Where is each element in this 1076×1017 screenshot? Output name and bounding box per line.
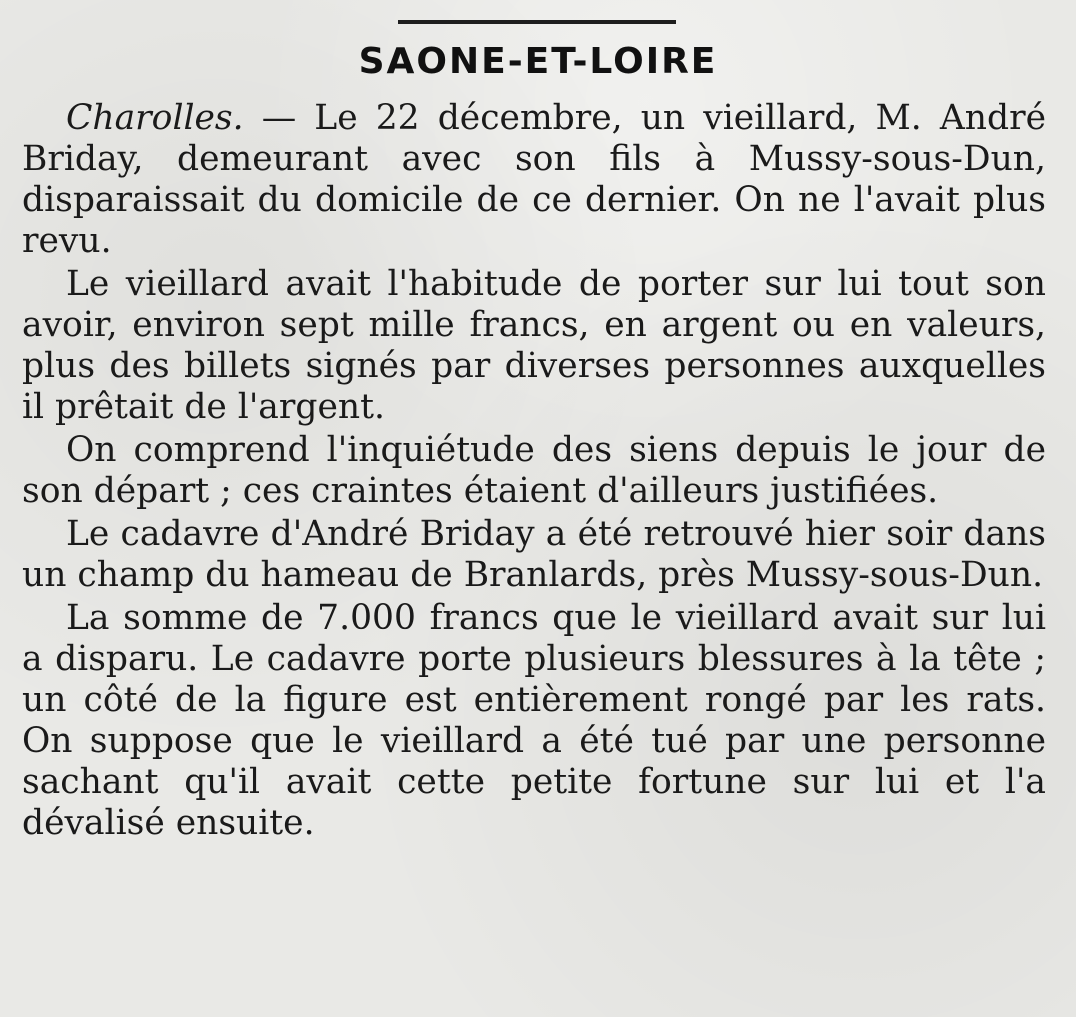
dateline-place: Charolles.	[66, 98, 244, 138]
article-paragraph-5	[22, 598, 1046, 844]
article-paragraph-3	[22, 430, 1046, 512]
paragraph-text: — Le 22 décembre, un vieillard, M. André Briday, demeurant avec son fils à Mussy-sous-Dun, disparaissait du domicile de ce dernier. On ne l'avait plus revu.	[22, 98, 1046, 261]
article-paragraph-4	[22, 514, 1046, 596]
top-rule	[398, 20, 676, 24]
article-paragraph-1	[22, 98, 1046, 262]
section-heading: SAONE-ET-LOIRE	[358, 41, 718, 82]
paragraph-text: Le vieillard avait l'habitude de porter sur lui tout son avoir, environ sept mille francs, en argent ou en valeurs, plus des billets signés par diverses personnes auxquelles il prêtait de l'argent.	[22, 264, 1046, 427]
paragraph-text: La somme de 7.000 francs que le vieillard avait sur lui a disparu. Le cadavre porte plusieurs blessures à la tête ; un côté de la figure est entièrement rongé par les rats. On suppose que le vieillard a été tué par une personne sachant qu'il avait cette petite fortune sur lui et l'a dévalisé ensuite.	[22, 598, 1046, 843]
article-body	[22, 98, 1046, 844]
article-paragraph-2	[22, 264, 1046, 428]
paragraph-text: On comprend l'inquiétude des siens depuis le jour de son départ ; ces craintes étaient d'ailleurs justifiées.	[22, 430, 1046, 511]
paragraph-text: Le cadavre d'André Briday a été retrouvé hier soir dans un champ du hameau de Branlards, près Mussy-sous-Dun.	[22, 514, 1046, 595]
